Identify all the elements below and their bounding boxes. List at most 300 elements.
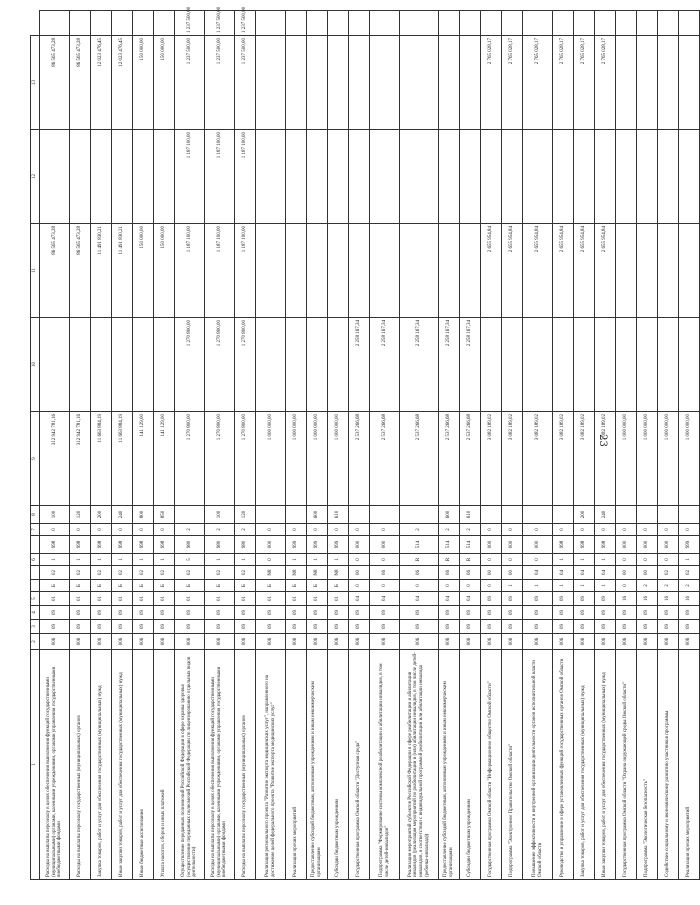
code-cell: 09 — [502, 620, 523, 634]
code-cell: 2 — [658, 580, 679, 592]
code-cell: 02 — [235, 566, 256, 580]
code-cell — [553, 506, 574, 524]
code-cell: 1 — [154, 554, 175, 566]
table-row — [175, 11, 205, 880]
table-row — [133, 11, 154, 880]
code-cell: 2 — [235, 524, 256, 536]
row-name-cell: Реализация мероприятий субъектов Российской Федерации в сфере реабилитации и абилитации инвалидов (реализация мероприятий по реабилитации и (или) абилитации инвалидов, в том числе детей-инвалидов, в соответствии с индивидуальной программой реабилитации или абилитации инвалида (ребенка-инвалида)) — [400, 650, 439, 880]
code-cell: 09 — [205, 620, 235, 634]
code-cell: 0 — [658, 554, 679, 566]
code-cell: N8 — [328, 566, 349, 580]
amount-cell — [328, 130, 349, 224]
code-cell: 09 — [595, 620, 616, 634]
code-cell: 0 — [328, 524, 349, 536]
amount-cell — [370, 11, 400, 36]
table-row — [616, 11, 637, 880]
table-row — [574, 11, 595, 880]
code-cell: 0 — [616, 580, 637, 592]
row-name-cell: Предоставление субсидий бюджетным, автономным учреждениям и иным некоммерческим организациям — [307, 650, 328, 880]
row-name-cell: Реализация регионального проекта "Развитие экспорта медицинских услуг", направленного на достижение целей федерального проекта "Развитие экспорта медицинских услуг" — [256, 650, 286, 880]
code-cell: 0 — [133, 524, 154, 536]
code-cell: 000 — [256, 536, 286, 554]
code-cell: 006 — [553, 634, 574, 650]
code-cell: 0 — [370, 554, 400, 566]
code-cell: 09 — [574, 620, 595, 634]
amount-cell — [256, 224, 286, 318]
code-cell: N8 — [307, 566, 328, 580]
amount-cell — [286, 318, 307, 412]
table-row — [595, 11, 616, 880]
column-header: 10 — [31, 318, 40, 412]
row-name-cell: Закупка товаров, работ и услуг для обеспечения государственных (муниципальных) нужд — [574, 650, 595, 880]
code-cell: 1 — [502, 580, 523, 592]
code-cell: 998 — [595, 536, 616, 554]
row-name-cell: Расходы на выплаты персоналу государственных (муниципальных) органов — [70, 650, 91, 880]
code-cell: 0 — [256, 554, 286, 566]
code-cell: 09 — [574, 606, 595, 620]
amount-cell — [256, 130, 286, 224]
code-cell: 09 — [175, 606, 205, 620]
amount-cell: 2 537 266,68 — [460, 412, 481, 506]
amount-cell — [523, 130, 553, 224]
code-cell: 1 — [574, 554, 595, 566]
amount-cell: 150 000,00 — [133, 224, 154, 318]
code-cell: 09 — [679, 620, 700, 634]
column-header: 5 — [31, 592, 40, 606]
code-cell: 2 — [439, 524, 460, 536]
code-cell: 06 — [460, 566, 481, 580]
row-name-cell: Уплата налогов, сборов и иных платежей — [154, 650, 175, 880]
amount-cell: 2 765 028,17 — [553, 36, 574, 130]
amount-cell — [40, 318, 70, 412]
code-cell: 02 — [70, 566, 91, 580]
page-number: 23 — [596, 434, 608, 447]
code-cell: 006 — [658, 634, 679, 650]
amount-cell — [70, 11, 91, 36]
amount-cell: 1 000 000,00 — [307, 412, 328, 506]
amount-cell: 1 000 000,00 — [256, 412, 286, 506]
budget-table — [30, 6, 700, 880]
amount-cell: 2 258 167,34 — [370, 318, 400, 412]
table-row — [70, 11, 91, 880]
row-name-cell: Содействие социальному и экономическому развитию участников программы — [658, 650, 679, 880]
amount-cell: 86 565 473,28 — [40, 224, 70, 318]
code-cell: Б — [307, 580, 328, 592]
code-cell: 006 — [481, 634, 502, 650]
code-cell: 0 — [349, 554, 370, 566]
code-cell: 01 — [40, 592, 70, 606]
code-cell: 09 — [91, 620, 112, 634]
table-body — [40, 6, 700, 880]
code-cell: 09 — [595, 592, 616, 606]
table-row — [658, 11, 679, 880]
amount-cell — [328, 318, 349, 412]
code-cell: 02 — [91, 566, 112, 580]
amount-cell: 1 237 500,00 — [205, 11, 235, 36]
code-cell: 01 — [205, 592, 235, 606]
amount-cell: 2 765 028,17 — [574, 36, 595, 130]
code-cell: 998 — [154, 536, 175, 554]
amount-cell: 150 000,00 — [154, 224, 175, 318]
amount-cell: 312 942 781,16 — [70, 412, 91, 506]
table-row — [679, 11, 700, 880]
row-name-cell: Осуществление переданных полномочий Российской Федерации в сфере охраны здоровья (осуществление переданных полномочий Российской Федерации по лицензированию отдельных видов деятельности) — [175, 650, 205, 880]
amount-cell — [400, 11, 439, 36]
amount-cell: 150 000,00 — [154, 36, 175, 130]
code-cell: R — [439, 554, 460, 566]
amount-cell: 1 000 000,00 — [286, 412, 307, 506]
amount-cell: 12 023 476,45 — [91, 36, 112, 130]
code-cell: 01 — [133, 592, 154, 606]
amount-cell — [112, 318, 133, 412]
column-header: 2 — [31, 634, 40, 650]
code-cell: 01 — [286, 592, 307, 606]
amount-cell — [370, 130, 400, 224]
code-cell: 0 — [523, 554, 553, 566]
code-cell: 01 — [235, 592, 256, 606]
code-cell: Б — [154, 580, 175, 592]
code-cell: 09 — [40, 606, 70, 620]
amount-cell: 11 491 830,21 — [91, 224, 112, 318]
code-cell: 09 — [616, 620, 637, 634]
code-cell: 0 — [523, 524, 553, 536]
code-cell — [370, 506, 400, 524]
amount-cell — [616, 36, 637, 130]
code-cell: 0 — [370, 524, 400, 536]
amount-cell — [133, 318, 154, 412]
amount-cell — [595, 318, 616, 412]
amount-cell: 1 187 100,00 — [175, 130, 205, 224]
code-cell: 09 — [235, 606, 256, 620]
code-cell: 1 — [133, 554, 154, 566]
code-cell: 09 — [523, 606, 553, 620]
column-header: 7 — [31, 524, 40, 536]
code-cell: 09 — [502, 592, 523, 606]
code-cell: 06 — [439, 566, 460, 580]
amount-cell — [658, 36, 679, 130]
row-name-cell: Реализация прочих мероприятий — [679, 650, 700, 880]
code-cell: 006 — [400, 634, 439, 650]
code-cell: 09 — [112, 606, 133, 620]
code-cell: 1 — [205, 554, 235, 566]
code-cell: 006 — [70, 634, 91, 650]
code-cell: 09 — [370, 606, 400, 620]
code-cell: 0 — [307, 524, 328, 536]
amount-cell: 1 270 800,00 — [175, 318, 205, 412]
code-cell: 02 — [112, 566, 133, 580]
amount-cell: 1 270 800,00 — [235, 412, 256, 506]
code-cell: 09 — [328, 606, 349, 620]
code-cell: 02 — [679, 566, 700, 580]
code-cell: Б — [235, 580, 256, 592]
code-cell: R — [460, 554, 481, 566]
code-cell: 006 — [91, 634, 112, 650]
code-cell: 999 — [679, 536, 700, 554]
code-cell: 0 — [349, 524, 370, 536]
code-cell: 998 — [70, 536, 91, 554]
code-cell: 999 — [328, 536, 349, 554]
code-cell: 04 — [349, 592, 370, 606]
code-cell: 0 — [679, 524, 700, 536]
code-cell: 1 — [553, 554, 574, 566]
code-cell: 006 — [370, 634, 400, 650]
code-cell: 09 — [205, 606, 235, 620]
amount-cell: 2 258 167,34 — [439, 318, 460, 412]
code-cell: 0 — [70, 524, 91, 536]
amount-cell — [40, 130, 70, 224]
amount-cell — [679, 318, 700, 412]
table-row — [460, 11, 481, 880]
table-row — [523, 11, 553, 880]
code-cell: 09 — [553, 592, 574, 606]
amount-cell: 2 537 266,68 — [400, 412, 439, 506]
column-header — [31, 580, 40, 592]
code-cell: 16 — [658, 592, 679, 606]
code-cell: 0 — [637, 554, 658, 566]
amount-cell: 1 270 800,00 — [205, 412, 235, 506]
amount-cell — [439, 130, 460, 224]
code-cell: 600 — [439, 506, 460, 524]
amount-cell — [370, 224, 400, 318]
amount-cell — [286, 36, 307, 130]
code-cell: 006 — [175, 634, 205, 650]
code-cell: 514 — [400, 536, 439, 554]
amount-cell — [637, 318, 658, 412]
table-row — [154, 11, 175, 880]
code-cell: 09 — [286, 606, 307, 620]
amount-cell: 1 187 100,00 — [205, 130, 235, 224]
amount-cell — [502, 318, 523, 412]
table-row — [91, 11, 112, 880]
amount-cell — [679, 130, 700, 224]
row-name-cell: Государственная программа Омской области "Информационное общество Омской области" — [481, 650, 502, 880]
table-row — [256, 11, 286, 880]
code-cell — [523, 506, 553, 524]
code-cell: 0 — [481, 580, 502, 592]
amount-cell — [637, 36, 658, 130]
amount-cell: 2 258 167,34 — [349, 318, 370, 412]
table-row — [328, 11, 349, 880]
code-cell: 006 — [307, 634, 328, 650]
code-cell: Б — [40, 580, 70, 592]
code-cell: 04 — [595, 566, 616, 580]
code-cell: 998 — [553, 536, 574, 554]
code-cell: 01 — [328, 592, 349, 606]
code-cell: 850 — [154, 506, 175, 524]
code-cell: 09 — [133, 620, 154, 634]
code-cell: Б — [328, 580, 349, 592]
amount-cell — [133, 11, 154, 36]
code-cell: 610 — [328, 506, 349, 524]
column-header: 9 — [31, 412, 40, 506]
amount-cell — [40, 11, 70, 36]
code-cell: 5 — [175, 554, 205, 566]
code-cell: 09 — [553, 606, 574, 620]
code-cell: 04 — [523, 566, 553, 580]
row-name-cell: Субсидии бюджетным учреждениям — [328, 650, 349, 880]
amount-cell: 2 765 028,17 — [502, 36, 523, 130]
amount-cell: 1 187 100,00 — [175, 224, 205, 318]
amount-cell — [460, 11, 481, 36]
amount-cell: 3 082 189,02 — [502, 412, 523, 506]
amount-cell: 2 537 266,68 — [349, 412, 370, 506]
amount-cell — [439, 36, 460, 130]
amount-cell — [349, 11, 370, 36]
code-cell: 09 — [637, 606, 658, 620]
code-cell: 000 — [481, 536, 502, 554]
amount-cell — [553, 318, 574, 412]
amount-cell: 1 237 500,00 — [235, 36, 256, 130]
table-row — [112, 11, 133, 880]
row-name-cell: Подпрограмма "Формирование системы комплексной реабилитации и абилитации инвалидов, в том числе детей-инвалидов" — [370, 650, 400, 880]
code-cell: 980 — [235, 536, 256, 554]
amount-cell — [574, 318, 595, 412]
code-cell: 09 — [658, 606, 679, 620]
amount-cell: 2 655 954,84 — [481, 224, 502, 318]
code-cell: 16 — [679, 592, 700, 606]
code-cell: 006 — [349, 634, 370, 650]
code-cell: Б — [133, 580, 154, 592]
amount-cell — [595, 11, 616, 36]
row-name-cell: Закупка товаров, работ и услуг для обеспечения государственных (муниципальных) нужд — [91, 650, 112, 880]
code-cell: 04 — [553, 566, 574, 580]
code-cell: Б — [112, 580, 133, 592]
column-header: 4 — [31, 606, 40, 620]
code-cell: 09 — [460, 620, 481, 634]
code-cell: 0 — [595, 524, 616, 536]
code-cell: 0 — [256, 524, 286, 536]
table-row — [205, 11, 235, 880]
amount-cell: 1 237 500,00 — [175, 11, 205, 36]
code-cell — [502, 506, 523, 524]
code-cell: 09 — [595, 606, 616, 620]
code-cell: 09 — [40, 620, 70, 634]
code-cell — [400, 506, 439, 524]
amount-cell: 3 082 189,02 — [481, 412, 502, 506]
amount-cell — [91, 11, 112, 36]
code-cell: 240 — [595, 506, 616, 524]
code-cell: 0 — [502, 524, 523, 536]
code-cell: 00 — [616, 566, 637, 580]
code-cell: 998 — [133, 536, 154, 554]
amount-cell — [256, 318, 286, 412]
code-cell: 09 — [370, 620, 400, 634]
amount-cell — [307, 130, 328, 224]
code-cell: 800 — [133, 506, 154, 524]
code-cell: 01 — [70, 592, 91, 606]
code-cell: 000 — [658, 536, 679, 554]
row-name-cell: Повышение эффективности и внутренней организации деятельности органов исполнительной власти Омской области — [523, 650, 553, 880]
amount-cell: 1 000 000,00 — [637, 412, 658, 506]
code-cell: 09 — [439, 620, 460, 634]
code-cell: 09 — [112, 620, 133, 634]
amount-cell — [154, 130, 175, 224]
amount-cell: 2 258 167,34 — [460, 318, 481, 412]
amount-cell — [481, 318, 502, 412]
amount-cell: 141 129,00 — [154, 412, 175, 506]
amount-cell — [523, 11, 553, 36]
row-name-cell: Реализация прочих мероприятий — [286, 650, 307, 880]
code-cell: N8 — [286, 566, 307, 580]
code-cell: 0 — [112, 524, 133, 536]
amount-cell: 3 082 189,02 — [574, 412, 595, 506]
code-cell: 006 — [595, 634, 616, 650]
column-header: 6 — [31, 554, 40, 566]
code-cell: 09 — [307, 606, 328, 620]
code-cell: 1 — [553, 580, 574, 592]
code-cell: 01 — [307, 592, 328, 606]
amount-cell: 2 765 028,17 — [595, 36, 616, 130]
code-cell: 09 — [616, 606, 637, 620]
code-cell: 09 — [481, 620, 502, 634]
amount-cell — [133, 130, 154, 224]
code-cell: 600 — [307, 506, 328, 524]
code-cell: 999 — [307, 536, 328, 554]
amount-cell — [112, 11, 133, 36]
row-name-cell: Государственная программа Омской области "Охрана окружающей среды Омской области" — [616, 650, 637, 880]
amount-cell — [349, 36, 370, 130]
code-cell: 2 — [460, 524, 481, 536]
amount-cell: 3 082 189,02 — [553, 412, 574, 506]
code-cell: 04 — [460, 592, 481, 606]
amount-cell: 1 270 800,00 — [205, 318, 235, 412]
code-cell: 09 — [175, 620, 205, 634]
code-cell: 1 — [70, 554, 91, 566]
amount-cell — [400, 36, 439, 130]
code-cell: 1 — [574, 580, 595, 592]
code-cell: 200 — [91, 506, 112, 524]
amount-cell: 12 023 476,45 — [112, 36, 133, 130]
amount-cell — [616, 130, 637, 224]
column-header: 11 — [31, 224, 40, 318]
code-cell: 100 — [205, 506, 235, 524]
code-cell: 0 — [400, 580, 439, 592]
amount-cell — [502, 130, 523, 224]
amount-cell — [658, 224, 679, 318]
code-cell: 02 — [133, 566, 154, 580]
code-cell: 09 — [328, 620, 349, 634]
column-header: 3 — [31, 620, 40, 634]
amount-cell: 1 187 100,00 — [235, 224, 256, 318]
amount-cell — [553, 130, 574, 224]
code-cell: 09 — [574, 592, 595, 606]
code-cell: 000 — [349, 536, 370, 554]
code-cell — [175, 506, 205, 524]
code-cell: 04 — [439, 592, 460, 606]
code-cell: 0 — [40, 524, 70, 536]
table-row — [502, 11, 523, 880]
amount-cell — [637, 130, 658, 224]
code-cell: 1 — [235, 554, 256, 566]
amount-cell: 1 187 100,00 — [235, 130, 256, 224]
column-header: 1 — [31, 650, 40, 880]
code-cell — [349, 506, 370, 524]
code-cell: 514 — [439, 536, 460, 554]
amount-cell — [328, 36, 349, 130]
code-cell: 09 — [553, 620, 574, 634]
amount-cell — [616, 224, 637, 318]
code-cell: 0 — [502, 554, 523, 566]
amount-cell — [481, 130, 502, 224]
amount-cell — [91, 318, 112, 412]
amount-cell — [286, 224, 307, 318]
code-cell: 09 — [502, 606, 523, 620]
amount-cell: 86 565 473,28 — [70, 224, 91, 318]
amount-cell — [616, 11, 637, 36]
row-name-cell: Предоставление субсидий бюджетным, автономным учреждениям и иным некоммерческим организациям — [439, 650, 460, 880]
amount-cell — [460, 130, 481, 224]
amount-cell: 2 765 028,17 — [481, 36, 502, 130]
